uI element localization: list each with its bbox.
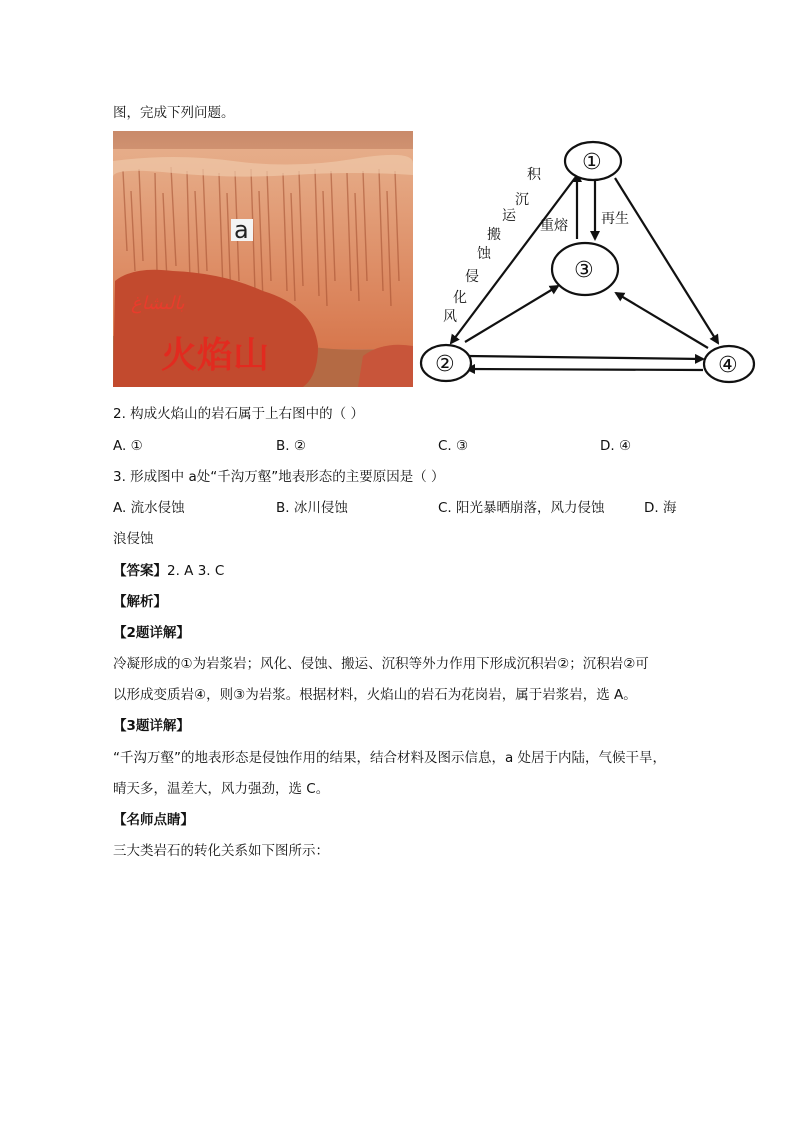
q2-option-d: D. ④ [600,438,632,454]
remelt-label: 重熔 [540,218,568,234]
node-2-label: ② [435,352,455,377]
tips-tag: 【名师点睛】 [113,812,194,828]
rock-cycle-svg [415,134,760,390]
q3-detail-line1: “千沟万壑”的地表形态是侵蚀作用的结果，结合材料及图示信息，a 处居于内陆，气候干旱， [113,750,667,766]
photo-sign-script: بالىشاغ [131,293,185,314]
q2-detail-line1: 冷凝形成的①为岩浆岩；风化、侵蚀、搬运、沉积等外力作用下形成沉积岩②；沉积岩②可 [113,656,649,672]
q2-detail-line2: 以形成变质岩④，则③为岩浆。根据材料，火焰山的岩石为花岗岩，属于岩浆岩，选 A。 [113,687,637,703]
photo-sign-main: 火焰山 [161,334,270,376]
node-1-label: ① [582,150,602,175]
arrow-2-to-4 [467,356,703,359]
tips-line1: 三大类岩石的转化关系如下图所示： [113,843,329,859]
q2-option-c: C. ③ [438,438,469,454]
photo-drawing [113,131,413,387]
left-char-7: 化 [453,290,467,306]
node-3-label: ③ [574,258,594,283]
flaming-mountain-photo [113,131,413,387]
q3-detail-line2: 晴天多，温差大，风力强劲，选 C。 [113,781,330,797]
left-char-2: 沉 [515,192,529,208]
answer-text: 2. A 3. C [167,563,225,579]
left-char-8: 风 [443,309,457,325]
arrow-4-to-3 [616,293,708,348]
q3-option-b: B. 冰川侵蚀 [276,500,348,516]
q3-stem: 3. 形成图中 a处“千沟万壑”地表形态的主要原因是（ ） [113,469,445,485]
q2-detail-tag: 【2题详解】 [113,625,190,641]
left-char-3: 运 [502,208,516,224]
q3-detail-tag: 【3题详解】 [113,718,190,734]
left-char-1: 积 [527,167,541,183]
q3-option-d: D. 海 [644,500,677,516]
arrow-4-to-2 [467,369,703,370]
left-char-4: 搬 [487,227,501,243]
answer-tag: 【答案】 [113,563,167,579]
arrow-2-to-3 [465,286,558,342]
q2-option-a: A. ① [113,438,143,454]
q2-stem: 2. 构成火焰山的岩石属于上右图中的（ ） [113,406,364,422]
q3-option-c: C. 阳光暴晒崩落，风力侵蚀 [438,500,605,516]
answer-line [113,562,224,580]
q2-option-b: B. ② [276,438,306,454]
left-char-6: 侵 [465,269,479,285]
photo-label-a: a [234,216,249,244]
arrow-1-to-4 [615,178,718,343]
q3-option-a: A. 流水侵蚀 [113,500,185,516]
q3-option-d-cont: 浪侵蚀 [113,531,154,547]
left-char-5: 蚀 [477,246,491,262]
rock-cycle-diagram [415,134,760,390]
analysis-tag: 【解析】 [113,594,167,610]
node-4-label: ④ [718,353,738,378]
regen-label: 再生 [601,211,629,227]
intro-text: 图，完成下列问题。 [113,105,235,121]
